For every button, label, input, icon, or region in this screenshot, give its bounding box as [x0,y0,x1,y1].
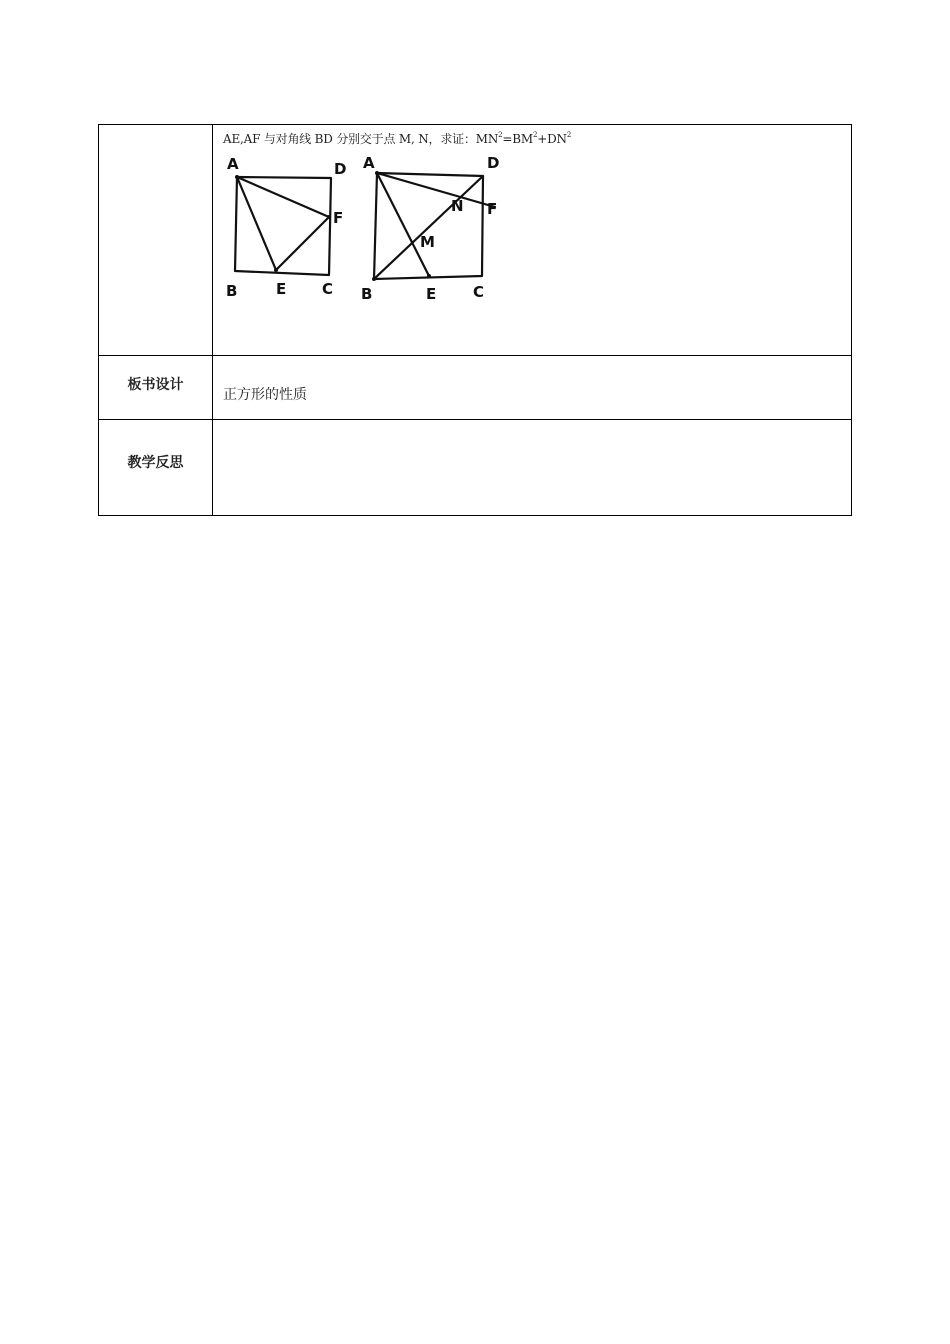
figure2-label-f: F [487,200,498,218]
problem-text-prefix: AE,AF 与对角线 BD 分别交于点 M, N，求证： [223,132,476,146]
geometry-figures-svg [221,149,521,299]
figure1-square [235,177,331,275]
teaching-reflection-content [213,420,851,448]
problem-statement [213,125,851,147]
problem-row [99,125,852,356]
figure-2 [374,173,498,279]
figure2-label-n: N [451,197,464,215]
figure2-diagonal-bd [374,176,483,279]
teaching-reflection-label-cell [99,420,213,516]
figure2-label-b: B [361,285,373,299]
figure1-dot-a [235,175,239,179]
board-design-label-cell [99,356,213,420]
figure1-label-b: B [226,282,238,299]
figure2-label-m: M [420,233,435,251]
problem-content-cell [213,125,852,356]
figure2-label-c: C [473,283,485,299]
figure1-segment-ef [276,217,329,270]
figure-1 [235,177,331,275]
figure2-dot-e [427,274,431,278]
teaching-reflection-label: 教学反思 [127,455,184,471]
figure1-label-c: C [322,280,334,298]
formula-exp-2: 2 [532,131,538,139]
board-design-content-cell [213,356,852,420]
problem-label-cell [99,125,213,356]
figure1-dot-e [274,268,278,272]
figure1-dot-f [327,215,331,219]
board-design-content: 正方形的性质 [223,387,307,403]
figure2-label-e: E [426,285,437,299]
lesson-plan-table [98,124,852,516]
formula-exp-3: 2 [566,131,572,139]
teaching-reflection-row [99,420,852,516]
formula-mn: MN [475,132,499,146]
teaching-reflection-content-cell [213,420,852,516]
figure2-dot-b [372,277,376,281]
figure2-segment-ae [377,173,429,276]
figure2-segment-af [377,173,495,207]
figure1-label-d: D [334,160,347,178]
figure1-label-f: F [333,209,344,227]
figure1-label-e: E [276,280,287,298]
formula-plus: +DN [537,132,567,146]
board-design-label: 板书设计 [127,377,184,393]
formula-eq: =BM [502,132,533,146]
figure2-dot-a [375,171,379,175]
figure2-label-a: A [363,154,375,172]
figure2-label-d: D [487,154,500,172]
geometry-figures [221,149,521,299]
board-design-row [99,356,852,420]
figure1-label-a: A [227,155,239,173]
formula-exp-1: 2 [498,131,503,139]
problem-label [99,125,212,143]
